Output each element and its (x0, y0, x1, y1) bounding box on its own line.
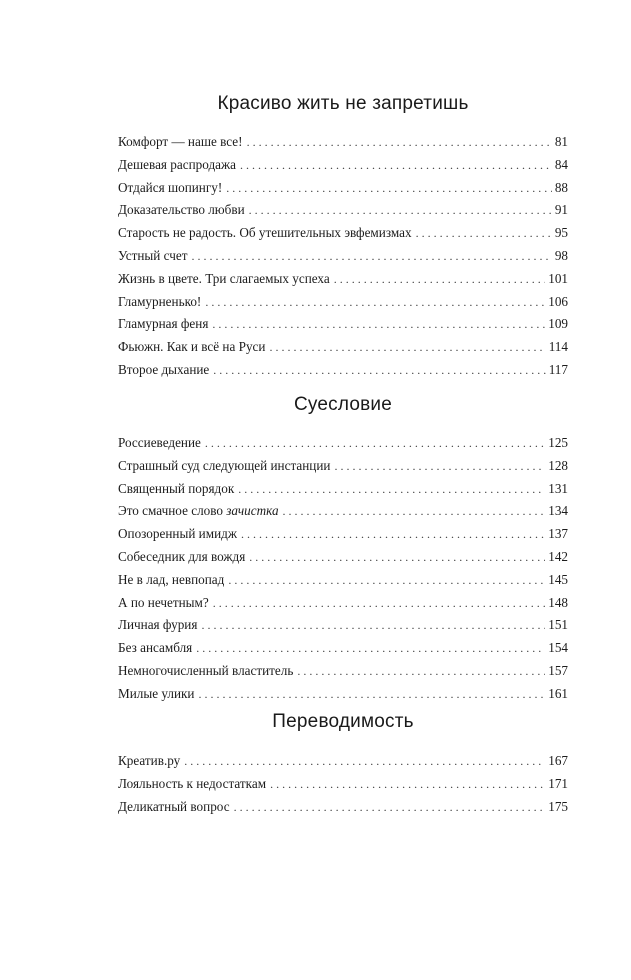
toc-entry-page-number: 167 (548, 753, 568, 768)
dot-leader (247, 131, 552, 154)
toc-entry-page-number: 109 (548, 316, 568, 332)
dot-leader (270, 773, 545, 796)
toc-entry-title-text: Дешевая распродажа (118, 156, 236, 172)
toc-entry[interactable] (118, 131, 568, 154)
dot-leader (196, 637, 545, 660)
toc-entry-title (118, 222, 416, 245)
toc-entry-page-number: 142 (548, 548, 568, 564)
toc-entry-title (118, 569, 228, 592)
toc-entry[interactable] (118, 313, 568, 336)
toc-entry-page-number: 88 (554, 179, 568, 195)
toc-entry-title (118, 131, 247, 154)
toc-entry-page-number: 95 (554, 225, 568, 241)
toc-entry-title-text: Страшный суд следующей инстанции (118, 457, 331, 473)
toc-entry-title-text: Личная фурия (118, 617, 198, 633)
dot-leader (334, 268, 546, 291)
dot-leader (226, 177, 552, 200)
toc-entry[interactable] (118, 222, 568, 245)
toc-entry[interactable] (118, 546, 568, 569)
toc-list (118, 750, 568, 818)
toc-entry[interactable] (118, 432, 568, 455)
toc-entry[interactable] (118, 455, 568, 478)
toc-entry-page-number: 117 (548, 361, 568, 377)
toc-entry-title-text: Собеседник для вождя (118, 548, 246, 564)
toc-entry-title-italic: зачистка (226, 503, 279, 519)
toc-entry-page-number: 157 (548, 662, 568, 678)
toc-entry-page-number: 84 (554, 156, 568, 172)
toc-entry-page-number: 125 (548, 435, 568, 450)
dot-leader (238, 478, 545, 501)
dot-leader (199, 683, 546, 706)
dot-leader (283, 500, 546, 523)
toc-entry[interactable] (118, 199, 568, 222)
toc-entry-title-text: Доказательство любви (118, 202, 245, 218)
toc-entry-title-text: Жизнь в цвете. Три слагаемых успеха (118, 270, 330, 286)
dot-leader (228, 569, 545, 592)
dot-leader (416, 222, 552, 245)
toc-entry-title (118, 432, 205, 455)
toc-entry[interactable] (118, 177, 568, 200)
toc-entry-page-number: 128 (548, 457, 568, 473)
toc-entry-page-number: 134 (548, 503, 568, 519)
toc-entry-title (118, 177, 226, 200)
toc-entry-title-text: Второе дыхание (118, 361, 210, 377)
toc-entry-title (118, 154, 240, 177)
toc-entry-page-number: 161 (548, 685, 568, 701)
dot-leader (240, 154, 552, 177)
toc-entry[interactable] (118, 154, 568, 177)
dot-leader (184, 750, 545, 773)
section-title: Суесловие (293, 394, 392, 415)
toc-entry-page-number: 175 (548, 798, 568, 814)
dot-leader (213, 359, 545, 382)
toc-entry[interactable] (118, 336, 568, 359)
toc-entry-title-text: Милые улики (118, 685, 195, 701)
toc-entry-title (118, 796, 234, 819)
toc-entry-title (118, 660, 297, 683)
toc-entry-title-text: Гламурненько! (118, 293, 202, 309)
toc-entry-title-text: Деликатный вопрос (118, 798, 230, 814)
toc-entry-page-number: 101 (548, 270, 568, 286)
toc-entry-title (118, 750, 184, 773)
toc-list (118, 131, 568, 382)
toc-entry-title (118, 313, 212, 336)
toc-entry[interactable] (118, 500, 568, 523)
toc-entry-page-number: 98 (554, 247, 568, 263)
dot-leader (191, 245, 551, 268)
toc-entry[interactable] (118, 750, 568, 773)
toc-entry-title (118, 592, 213, 615)
toc-entry-page-number: 145 (548, 571, 568, 587)
dot-leader (241, 523, 545, 546)
toc-entry-title (118, 455, 334, 478)
toc-entry[interactable] (118, 796, 568, 819)
toc-entry-page-number: 148 (548, 594, 568, 610)
toc-entry[interactable] (118, 660, 568, 683)
toc-entry-title-text: Не в лад, невпопад (118, 571, 225, 587)
toc-entry[interactable] (118, 245, 568, 268)
toc-entry-page-number: 81 (554, 134, 568, 149)
toc-entry[interactable] (118, 291, 568, 314)
toc-entry[interactable] (118, 773, 568, 796)
toc-entry-page-number: 137 (548, 526, 568, 542)
toc-entry[interactable] (118, 523, 568, 546)
toc-entry-title-text: Отдайся шопингу! (118, 179, 223, 195)
toc-entry-title-text: Креатив.ру (118, 753, 181, 768)
toc-entry-page-number: 114 (548, 339, 568, 355)
dot-leader (297, 660, 545, 683)
toc-entry-title-text: Старость не радость. Об утешительных эвфемизмах (118, 225, 412, 241)
toc-entry-title (118, 291, 205, 314)
dot-leader (269, 336, 545, 359)
toc-entry-title-text: Священный порядок (118, 480, 235, 496)
section-title: Красиво жить не запретишь (217, 93, 469, 114)
dot-leader (201, 614, 545, 637)
toc-entry-page-number: 171 (548, 775, 568, 791)
toc-entry-title (118, 546, 249, 569)
toc-entry-title (118, 523, 241, 546)
toc-entry-page-number: 91 (554, 202, 568, 218)
toc-entry[interactable] (118, 614, 568, 637)
toc-entry-title-text: Немногочисленный властитель (118, 662, 294, 678)
toc-entry-title-text: Россиеведение (118, 435, 201, 450)
toc-entry[interactable] (118, 683, 568, 706)
toc-entry-title (118, 614, 201, 637)
toc-entry-page-number: 154 (548, 640, 568, 656)
toc-section-suyeslovie (118, 394, 568, 706)
toc-entry-title (118, 478, 238, 501)
dot-leader (205, 432, 545, 455)
dot-leader (249, 199, 552, 222)
toc-entry-title-text: Опозоренный имидж (118, 526, 237, 542)
toc-entry-title (118, 683, 199, 706)
toc-entry[interactable] (118, 359, 568, 382)
toc-entry[interactable] (118, 478, 568, 501)
dot-leader (212, 313, 545, 336)
toc-entry-title (118, 359, 213, 382)
toc-entry-title-text: Устный счет (118, 247, 188, 263)
toc-entry-title-text: Это смачное слово (118, 503, 227, 519)
dot-leader (205, 291, 545, 314)
toc-entry-page-number: 151 (548, 617, 568, 633)
toc-entry-title (118, 773, 270, 796)
toc-entry[interactable] (118, 637, 568, 660)
toc-section-krasivo (118, 93, 568, 382)
toc-entry-page-number: 106 (548, 293, 568, 309)
toc-entry[interactable] (118, 592, 568, 615)
toc-section-perevodimost (118, 711, 568, 818)
toc-list (118, 432, 568, 706)
toc-entry[interactable] (118, 569, 568, 592)
dot-leader (249, 546, 545, 569)
toc-entry-title-text: Гламурная феня (118, 316, 209, 332)
toc-entry-title-text: Лояльность к недостаткам (118, 775, 267, 791)
toc-entry-title (118, 637, 196, 660)
dot-leader (234, 796, 546, 819)
dot-leader (213, 592, 546, 615)
section-title: Переводимость (272, 711, 414, 732)
toc-entry-title-text: А по нечетным? (118, 594, 209, 610)
toc-entry-title-text: Фьюжн. Как и всё на Руси (118, 339, 266, 355)
toc-entry-title-text: Без ансамбля (118, 640, 193, 656)
toc-entry-title-text: Комфорт — наше все! (118, 134, 243, 149)
toc-entry[interactable] (118, 268, 568, 291)
toc-entry-page-number: 131 (548, 480, 568, 496)
toc-entry-title (118, 268, 334, 291)
toc-entry-title (118, 245, 191, 268)
toc-entry-title (118, 500, 283, 523)
dot-leader (334, 455, 545, 478)
toc-entry-title (118, 336, 269, 359)
toc-entry-title (118, 199, 249, 222)
